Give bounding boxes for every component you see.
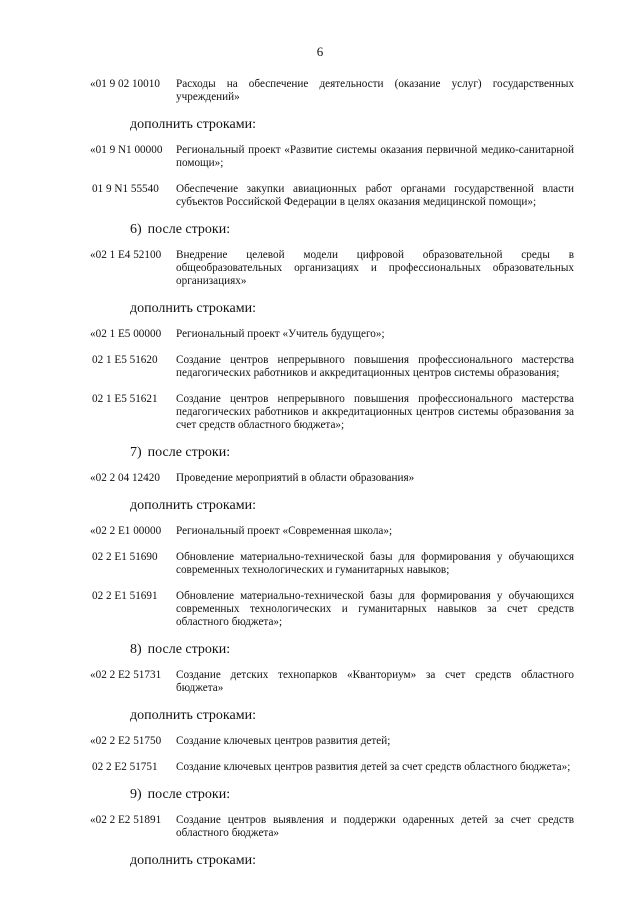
budget-line-description: Региональный проект «Современная школа»;	[176, 525, 393, 537]
instruction-heading	[130, 853, 574, 869]
budget-code: 02 2 E1 51691	[92, 590, 158, 602]
budget-line-row	[90, 183, 574, 209]
instruction-text: дополнить строками:	[130, 301, 256, 316]
budget-code: «01 9 N1 00000	[90, 144, 163, 156]
budget-code: «02 1 E5 00000	[90, 328, 162, 340]
budget-code: «02 2 E2 51750	[90, 735, 162, 747]
budget-line-row	[90, 669, 574, 695]
budget-line-row	[90, 472, 574, 485]
instruction-text: дополнить строками:	[130, 708, 256, 723]
budget-line-description: Проведение мероприятий в области образования»	[176, 472, 415, 484]
budget-line-row	[90, 525, 574, 538]
numbered-instruction	[130, 445, 574, 461]
budget-line-row	[90, 354, 574, 380]
item-number: 6)	[130, 222, 142, 237]
budget-line-description: Обновление материально-технической базы для формирования у обучающихся современных технологических и гуманитарных навыков за счет средств областного бюджета»;	[176, 590, 574, 628]
budget-line-row	[90, 249, 574, 288]
budget-line-description: Создание ключевых центров развития детей;	[176, 735, 391, 747]
budget-line-row	[90, 761, 574, 774]
budget-line-row	[90, 814, 574, 840]
instruction-heading	[130, 708, 574, 724]
item-number: 8)	[130, 642, 142, 657]
budget-line-description: Региональный проект «Развитие системы оказания первичной медико-санитарной помощи»;	[176, 144, 574, 169]
numbered-instruction	[130, 642, 574, 658]
budget-code: «02 2 E2 51731	[90, 669, 162, 681]
budget-line-description: Создание центров непрерывного повышения профессионального мастерства педагогических работников и аккредитационных центров системы образования;	[176, 354, 574, 379]
budget-line-description: Обеспечение закупки авиационных работ органами государственной власти субъектов Российской Федерации в целях оказания медицинской помощи»;	[176, 183, 574, 208]
budget-code: «01 9 02 10010	[90, 78, 160, 90]
budget-code: «02 2 04 12420	[90, 472, 160, 484]
budget-line-row	[90, 551, 574, 577]
budget-code: «02 2 E1 00000	[90, 525, 162, 537]
document-body	[90, 78, 574, 880]
instruction-heading	[130, 301, 574, 317]
instruction-text: дополнить строками:	[130, 498, 256, 513]
budget-code: 02 2 E1 51690	[92, 551, 158, 563]
budget-line-description: Внедрение целевой модели цифровой образовательной среды в общеобразовательных организациях и профессиональных образовательных организациях»	[176, 249, 574, 287]
budget-line-row	[90, 78, 574, 104]
budget-code: 02 1 E5 51620	[92, 354, 158, 366]
budget-code: «02 2 E2 51891	[90, 814, 162, 826]
budget-line-description: Региональный проект «Учитель будущего»;	[176, 328, 385, 340]
numbered-instruction	[130, 222, 574, 238]
page-number: 6	[316, 44, 324, 59]
budget-line-description: Создание ключевых центров развития детей за счет средств областного бюджета»;	[176, 761, 571, 773]
budget-line-row	[90, 328, 574, 341]
budget-line-row	[90, 735, 574, 748]
budget-line-row	[90, 144, 574, 170]
instruction-text: дополнить строками:	[130, 853, 256, 868]
budget-line-description: Расходы на обеспечение деятельности (оказание услуг) государственных учреждений»	[176, 78, 574, 103]
item-number: 7)	[130, 445, 142, 460]
budget-line-row	[90, 590, 574, 629]
budget-code: 01 9 N1 55540	[92, 183, 159, 195]
instruction-text: после строки:	[147, 787, 231, 802]
instruction-heading	[130, 498, 574, 514]
budget-line-description: Создание центров непрерывного повышения профессионального мастерства педагогических работников и аккредитационных центров системы образования за счет средств областного бюджета»;	[176, 393, 574, 431]
budget-code: 02 1 E5 51621	[92, 393, 158, 405]
numbered-instruction	[130, 787, 574, 803]
budget-line-description: Создание детских технопарков «Кванториум» за счет средств областного бюджета»	[176, 669, 574, 694]
instruction-text: после строки:	[147, 445, 231, 460]
instruction-text: после строки:	[147, 222, 231, 237]
budget-code: «02 1 E4 52100	[90, 249, 162, 261]
instruction-heading	[130, 117, 574, 133]
instruction-text: дополнить строками:	[130, 117, 256, 132]
item-number: 9)	[130, 787, 142, 802]
budget-code: 02 2 E2 51751	[92, 761, 158, 773]
budget-line-description: Обновление материально-технической базы для формирования у обучающихся современных технологических и гуманитарных навыков;	[176, 551, 574, 576]
budget-line-row	[90, 393, 574, 432]
instruction-text: после строки:	[147, 642, 231, 657]
budget-line-description: Создание центров выявления и поддержки одаренных детей за счет средств областного бюджета»	[176, 814, 574, 839]
